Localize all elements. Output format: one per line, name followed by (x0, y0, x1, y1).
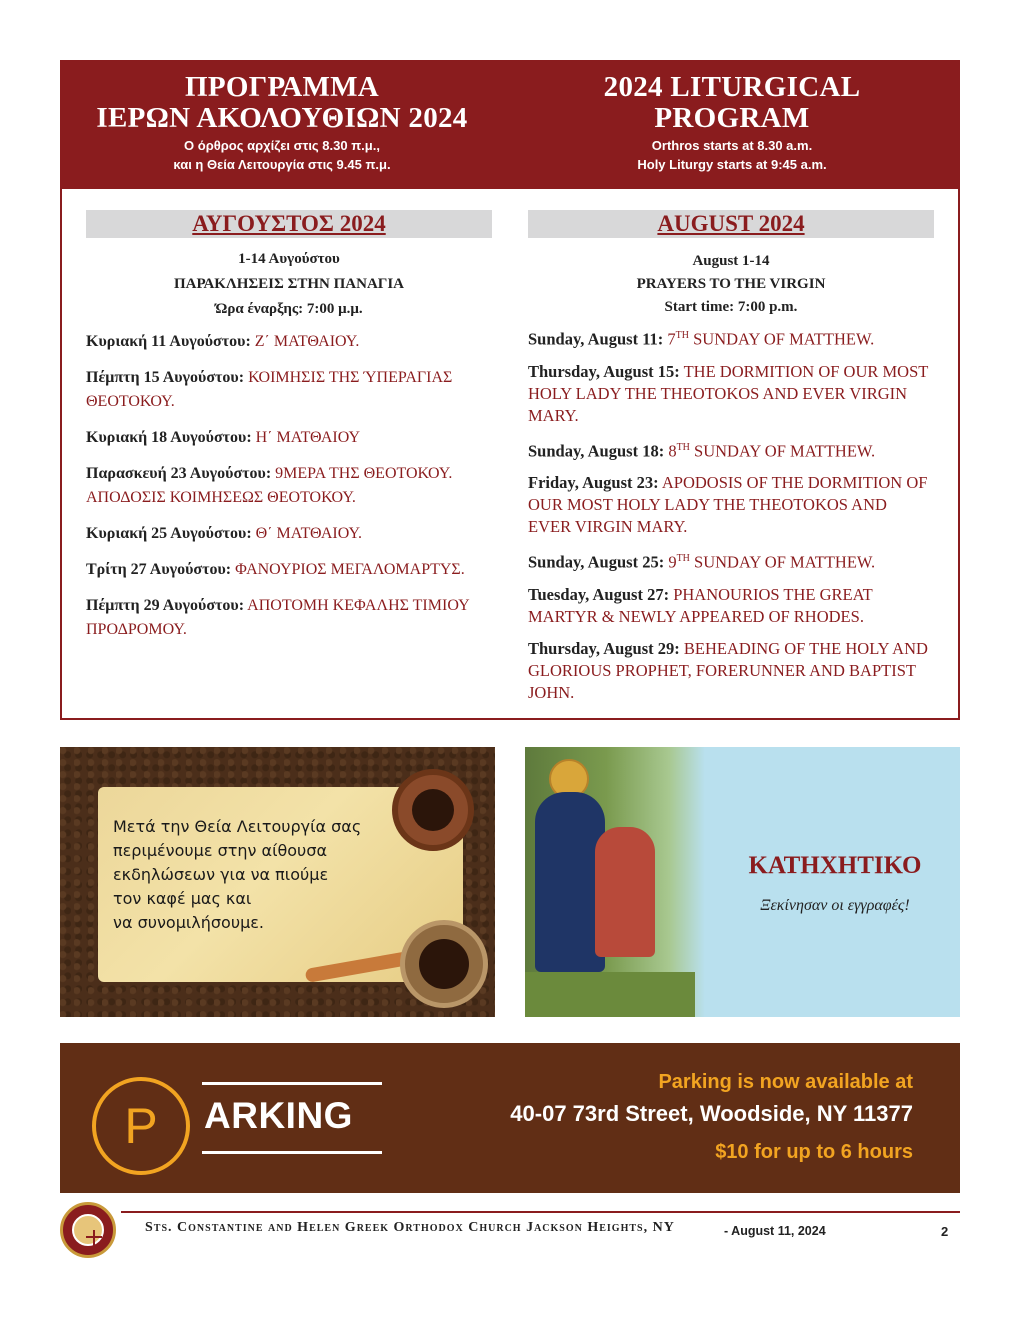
entry-feast: Η΄ ΜΑΤΘΑΙΟΥ (251, 429, 361, 446)
parking-rule-top (202, 1082, 382, 1085)
footer-date: - August 11, 2024 (724, 1224, 826, 1238)
greek-month-heading: ΑΥΓΟΥΣΤΟΣ 2024 (86, 210, 492, 238)
footer-church-name: Sts. Constantine and Helen Greek Orthodox Church Jackson Heights, NY (145, 1220, 675, 1235)
coffee-hour-panel (60, 747, 495, 1017)
schedule-entry (528, 361, 934, 427)
english-intro (528, 250, 934, 319)
english-month-heading: AUGUST 2024 (528, 210, 934, 238)
coffee-message-line: να συνομιλήσουμε. (113, 913, 264, 932)
entry-ordinal: 7 (667, 329, 676, 349)
entry-ordinal: 9 (668, 552, 677, 572)
schedule-entry (86, 594, 492, 642)
schedule-entry (528, 325, 934, 351)
coffee-pot-icon (400, 920, 488, 1008)
schedule-entry (86, 426, 492, 450)
catechism-title: ΚΑΤΗΧΗΤΙΚΟ (748, 852, 922, 879)
entry-feast: APODOSIS OF THE DORMITION OF OUR MOST HOLY LADY THE THEOTOKOS AND EVER VIRGIN MARY. (528, 473, 928, 536)
greek-intro-line: ΠΑΡΑΚΛΗΣΕΙΣ ΣΤΗΝ ΠΑΝΑΓΙΑ (173, 276, 405, 292)
entry-feast: Ζ΄ ΜΑΤΘΑΙΟΥ. (250, 333, 360, 350)
entry-date: Tuesday, August 27: (528, 584, 670, 604)
entry-feast: ΑΠΟΤΟΜΗ ΚΕΦΑΛΗΣ ΤΙΜΙΟΥ ΠΡΟΔΡΟΜΟΥ. (86, 597, 470, 638)
coffee-hour-message (113, 815, 413, 935)
english-intro-line: August 1-14 (692, 253, 770, 269)
schedule-entry (528, 548, 934, 574)
ground-icon (525, 972, 695, 1017)
coffee-message-line: εκδηλώσεων για να πιούμε (113, 865, 329, 884)
greek-subtitle-line1: Ο όρθρος αρχίζει στις 8.30 π.μ., (184, 138, 380, 153)
entry-feast: PHANOURIOS THE GREAT MARTYR & NEWLY APPEARED OF RHODES. (528, 584, 873, 626)
schedule-entry (528, 472, 934, 538)
catechism-subtitle: Ξεκίνησαν οι εγγραφές! (760, 897, 910, 914)
greek-intro-line: 1-14 Αυγούστου (238, 251, 340, 267)
schedule-entry (86, 366, 492, 414)
christ-with-children-icon (525, 747, 705, 1017)
greek-entries (86, 330, 492, 642)
greek-header (62, 72, 502, 174)
english-header (512, 72, 952, 174)
english-intro-line: Start time: 7:00 p.m. (664, 299, 798, 315)
entry-feast: ΚΟΙΜΗΣΙΣ ΤΗΣ ΎΠΕΡΑΓΙΑΣ ΘΕΟΤΟΚΟΥ. (86, 369, 453, 410)
english-title-line1: 2024 LITURGICAL (603, 71, 861, 103)
entry-feast: SUNDAY OF MATTHEW. (689, 552, 876, 572)
entry-date: Κυριακή 18 Αυγούστου: (86, 429, 252, 446)
parking-rule-bottom (202, 1151, 382, 1154)
entry-date: Παρασκευή 23 Αυγούστου: (86, 465, 272, 482)
english-schedule (528, 210, 934, 714)
entry-ordinal-suffix: TH (675, 330, 689, 341)
cross-bar-icon (86, 1236, 102, 1238)
entry-date: Τρίτη 27 Αυγούστου: (86, 561, 232, 578)
schedule-entry (528, 437, 934, 463)
entry-feast: BEHEADING OF THE HOLY AND GLORIOUS PROPHET, FORERUNNER AND BAPTIST JOHN. (528, 638, 928, 702)
seal-inner (72, 1214, 104, 1246)
schedule-entry (86, 330, 492, 354)
coffee-message-line: Μετά την Θεία Λειτουργία σας (113, 817, 362, 836)
entry-ordinal-suffix: TH (676, 553, 690, 564)
english-subtitle-line2: Holy Liturgy starts at 9:45 a.m. (637, 157, 827, 172)
entry-date: Κυριακή 25 Αυγούστου: (86, 525, 252, 542)
entry-date: Friday, August 23: (528, 473, 659, 492)
parking-price: $10 for up to 6 hours (715, 1141, 913, 1163)
parking-availability: Parking is now available at (658, 1071, 913, 1093)
schedule-entry (86, 522, 492, 546)
schedule-entry (528, 584, 934, 628)
entry-date: Sunday, August 25: (528, 552, 665, 572)
english-entries (528, 325, 934, 704)
greek-title-line2: ΙΕΡΩΝ ΑΚΟΛΟΥΘΙΩΝ 2024 (96, 102, 468, 134)
coffee-message-line: τον καφέ μας και (113, 889, 252, 908)
church-seal-icon (60, 1202, 116, 1258)
coffee-message-line: περιμένουμε στην αίθουσα (113, 841, 327, 860)
greek-title-line1: ΠΡΟΓΡΑΜΜΑ (184, 71, 380, 103)
english-subtitle-line1: Orthros starts at 8.30 a.m. (651, 138, 813, 153)
entry-ordinal-suffix: TH (676, 441, 690, 453)
catechism-panel (525, 747, 960, 1017)
page-number: 2 (941, 1224, 949, 1239)
entry-date: Πέμπτη 15 Αυγούστου: (86, 369, 245, 386)
english-intro-line: PRAYERS TO THE VIRGIN (636, 276, 826, 292)
schedule-entry (86, 462, 492, 510)
entry-feast: SUNDAY OF MATTHEW. (689, 329, 875, 349)
liturgical-program (60, 60, 960, 720)
greek-intro-line: Ώρα έναρξης: 7:00 μ.μ. (215, 301, 363, 317)
entry-date: Κυριακή 11 Αυγούστου: (86, 333, 251, 350)
entry-feast: 9ΜΕΡΑ ΤΗΣ ΘΕΟΤΟΚΟΥ. ΑΠΟΔΟΣΙΣ ΚΟΙΜΗΣΕΩΣ ΘΕΟΤΟΚΟΥ. (86, 465, 453, 506)
entry-date: Sunday, August 11: (528, 329, 664, 349)
english-title-line2: PROGRAM (654, 102, 810, 134)
entry-feast: THE DORMITION OF OUR MOST HOLY LADY THE THEOTOKOS AND EVER VIRGIN MARY. (528, 361, 929, 425)
children-figures-icon (595, 827, 655, 957)
parking-word: ARKING (204, 1095, 353, 1136)
program-header (62, 62, 958, 189)
schedule-entry (86, 558, 492, 582)
entry-date: Thursday, August 15: (528, 361, 680, 381)
parking-banner (60, 1043, 960, 1193)
parking-p-icon: P (92, 1077, 190, 1175)
greek-subtitle-line2: και η Θεία Λειτουργία στις 9.45 π.μ. (173, 157, 391, 172)
schedule-entry (528, 638, 934, 704)
cross-icon (93, 1230, 95, 1252)
entry-date: Sunday, August 18: (528, 441, 665, 460)
entry-feast: ΦΑΝΟΥΡΙΟΣ ΜΕΓΑΛΟΜΑΡΤΥΣ. (231, 561, 465, 578)
greek-schedule (86, 210, 492, 654)
footer-divider (121, 1211, 960, 1213)
greek-intro (86, 247, 492, 322)
entry-date: Πέμπτη 29 Αυγούστου: (86, 597, 245, 614)
parking-address: 40-07 73rd Street, Woodside, NY 11377 (510, 1101, 913, 1126)
entry-date: Thursday, August 29: (528, 638, 680, 658)
entry-feast: SUNDAY OF MATTHEW. (689, 441, 876, 460)
entry-feast: Θ΄ ΜΑΤΘΑΙΟΥ. (251, 525, 363, 542)
entry-ordinal: 8 (668, 441, 677, 460)
